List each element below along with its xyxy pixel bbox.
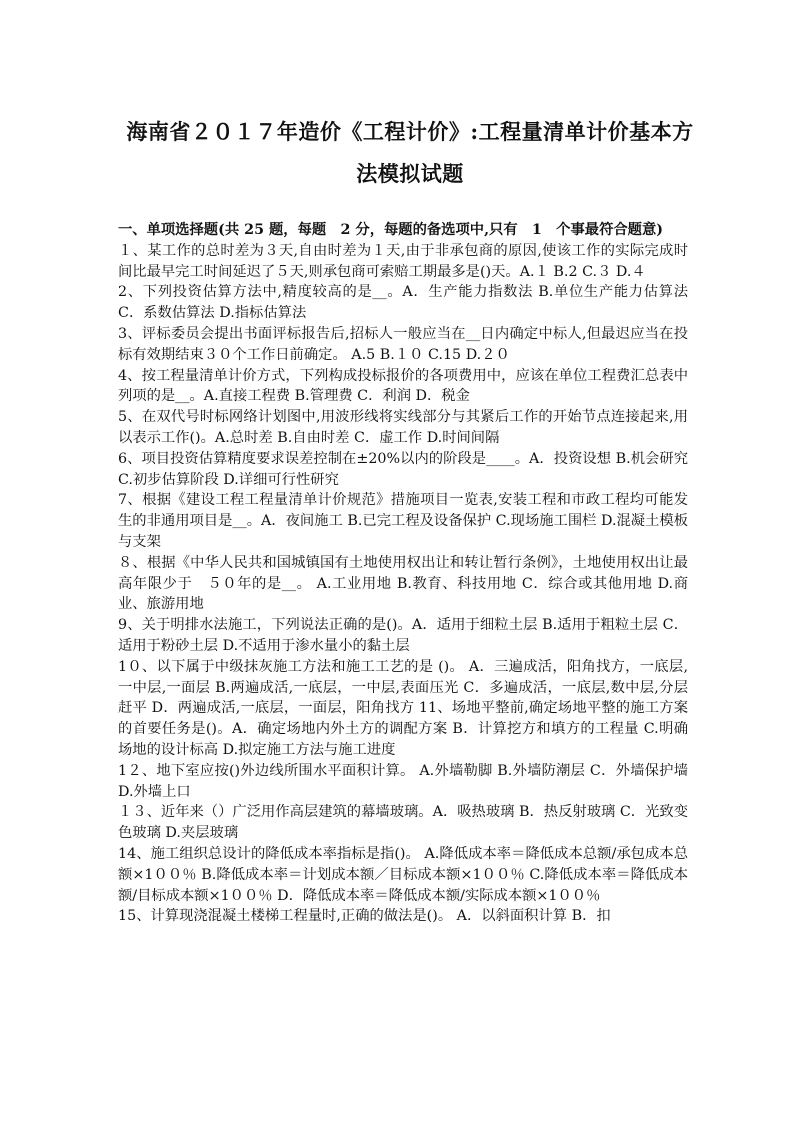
question-7: 7、根据《建设工程工程量清单计价规范》措施项目一览表,安装工程和市政工程均可能发生的非通用项目是__。A．夜间施工 B.已完工程及设备保护 C.现场施工围栏 D.混凝土模板与支架 xyxy=(118,492,688,550)
question-8: ８、根据《中华人民共和国城镇国有土地使用权出让和转让暂行条例》，土地使用权出让最高年限少于 ５０年的是__。 A.工业用地 B.教育、科技用地 C．综合或其他用地 D.商业、旅游用地 xyxy=(118,554,688,613)
document-body xyxy=(118,220,688,927)
question-10-11: 1０、以下属于中级抹灰施工方法和施工工艺的是 ()。 A．三遍成活，阳角找方，一底层,一中层,一面层 B.两遍成活,一底层，一中层,表面压光 C．多遍成活，一底层,数中层,分层赶平 D．两遍成活,一底层，一面层，阳角找方 11、场地平整前,确定场地平整的施工方案的首要任务是()。A．确定场地内外土方的调配方案 B．计算挖方和填方的工程量 C.明确场地的设计标高 D.拟定施工方法与施工进度 xyxy=(118,658,688,758)
question-14: 14、施工组织总设计的降低成本率指标是指()。 A.降低成本率＝降低成本总额/承包成本总额×1００％ B.降低成本率＝计划成本额／目标成本额×1００％ C.降低成本率＝降低成本额/目标成本额×1００％ D．降低成本率＝降低成本额/实际成本额×1００％ xyxy=(118,845,688,904)
question-9: 9、关于明排水法施工，下列说法正确的是()。A．适用于细粒土层 B.适用于粗粒土层 C．适用于粉砂土层 D.不适用于渗水量小的黏土层 xyxy=(118,617,688,654)
question-13: １３、近年来（）广泛用作高层建筑的幕墙玻璃。A．吸热玻璃 B．热反射玻璃 C．光致变色玻璃 D.夹层玻璃 xyxy=(118,804,688,842)
question-2: 2、下列投资估算方法中,精度较高的是__。A．生产能力指数法 B.单位生产能力估算法 C．系数估算法 D.指标估算法 xyxy=(118,284,688,322)
question-4: 4、按工程量清单计价方式，下列构成投标报价的各项费用中，应该在单位工程费汇总表中列项的是__。A.直接工程费 B.管理费 C．利润 D．税金 xyxy=(118,367,688,405)
question-5: 5、在双代号时标网络计划图中,用波形线将实线部分与其紧后工作的开始节点连接起来,用以表示工作()。A.总时差 B.自由时差 C．虚工作 D.时间间隔 xyxy=(118,409,688,446)
document-title-line1: 海南省２０１７年造价《工程计价》:工程量清单计价基本方 xyxy=(126,119,694,144)
question-15: 15、计算现浇混凝土楼梯工程量时,正确的做法是()。 A．以斜面积计算 B．扣 xyxy=(118,908,611,925)
question-3: 3、评标委员会提出书面评标报告后,招标人一般应当在__日内确定中标人,但最迟应当在投标有效期结束３０个工作日前确定。 A.5 B.１０ C.15 D.２０ xyxy=(118,325,688,363)
document-title-line2: 法模拟试题 xyxy=(356,161,464,186)
section-heading: 一、单项选择题(共 25 题，每题 2 分，每题的备选项中,只有 1 个事最符合题意) xyxy=(118,222,664,238)
question-12: 1２、地下室应按()外边线所围水平面积计算。 A.外墙勒脚 B.外墙防潮层 C．外墙保护墙 D.外墙上口 xyxy=(118,762,688,800)
question-1: １、某工作的总时差为３天,自由时差为１天,由于非承包商的原因,使该工作的实际完成时间比最早完工时间延迟了５天,则承包商可索赔工期最多是()天。A.１ B.2 C.３ D.４ xyxy=(118,242,688,280)
question-6: 6、项目投资估算精度要求误差控制在±20%以内的阶段是____。A．投资设想 B.机会研究 C.初步估算阶段 D.详细可行性研究 xyxy=(118,450,688,488)
